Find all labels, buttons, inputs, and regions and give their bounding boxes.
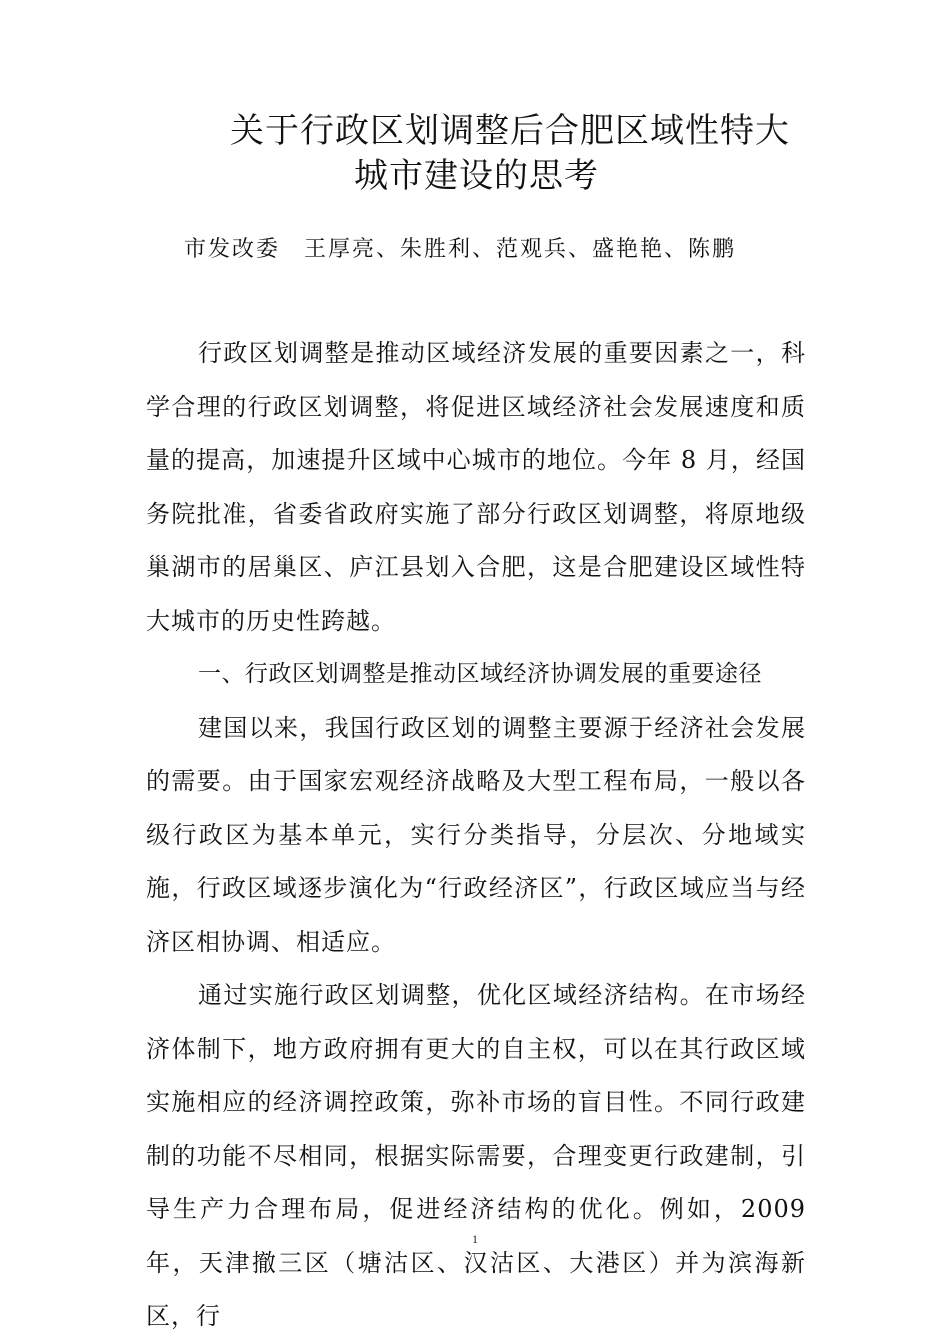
body-paragraph: 建国以来，我国行政区划的调整主要源于经济社会发展的需要。由于国家宏观经济战略及大型工程布局，一般以各级行政区为基本单元，实行分类指导，分层次、分地域实施，行政区域逐步演化为“行政经济区”，行政区域应当与经济区相协调、相适应。 bbox=[146, 713, 806, 956]
author-organization: 市发改委 bbox=[184, 237, 281, 262]
page-number: 1 bbox=[472, 1232, 478, 1246]
document-title-line2: 城市建设的思考 bbox=[354, 156, 599, 196]
intro-paragraph: 行政区划调整是推动区域经济发展的重要因素之一，科学合理的行政区划调整，将促进区域经济社会发展速度和质量的提高，加速提升区域中心城市的地位。今年 8 月，经国务院批准，省委省政府实施了部分行政区划调整，将原地级巢湖市的居巢区、庐江县划入合肥，这是合肥建设区域性特大城市的历史性跨越。 bbox=[146, 339, 806, 635]
document-title-line1: 关于行政区划调整后合肥区域性特大 bbox=[230, 111, 790, 151]
author-names: 王厚亮、朱胜利、范观兵、盛艳艳、陈鹏 bbox=[304, 237, 737, 262]
body-paragraph: 通过实施行政区划调整，优化区域经济结构。在市场经济体制下，地方政府拥有更大的自主权，可以在其行政区域实施相应的经济调控政策，弥补市场的盲目性。不同行政建制的功能不尽相同，根据实际需要，合理变更行政建制，引导生产力合理布局，促进经济结构的优化。例如，2009 年，天津撤三区（塘沽区、汉沽区、大港区）并为滨海新区，行 bbox=[146, 981, 806, 1330]
section-heading: 一、行政区划调整是推动区域经济协调发展的重要途径 bbox=[198, 661, 762, 687]
authors-line bbox=[184, 232, 736, 263]
document-body bbox=[146, 327, 806, 1344]
